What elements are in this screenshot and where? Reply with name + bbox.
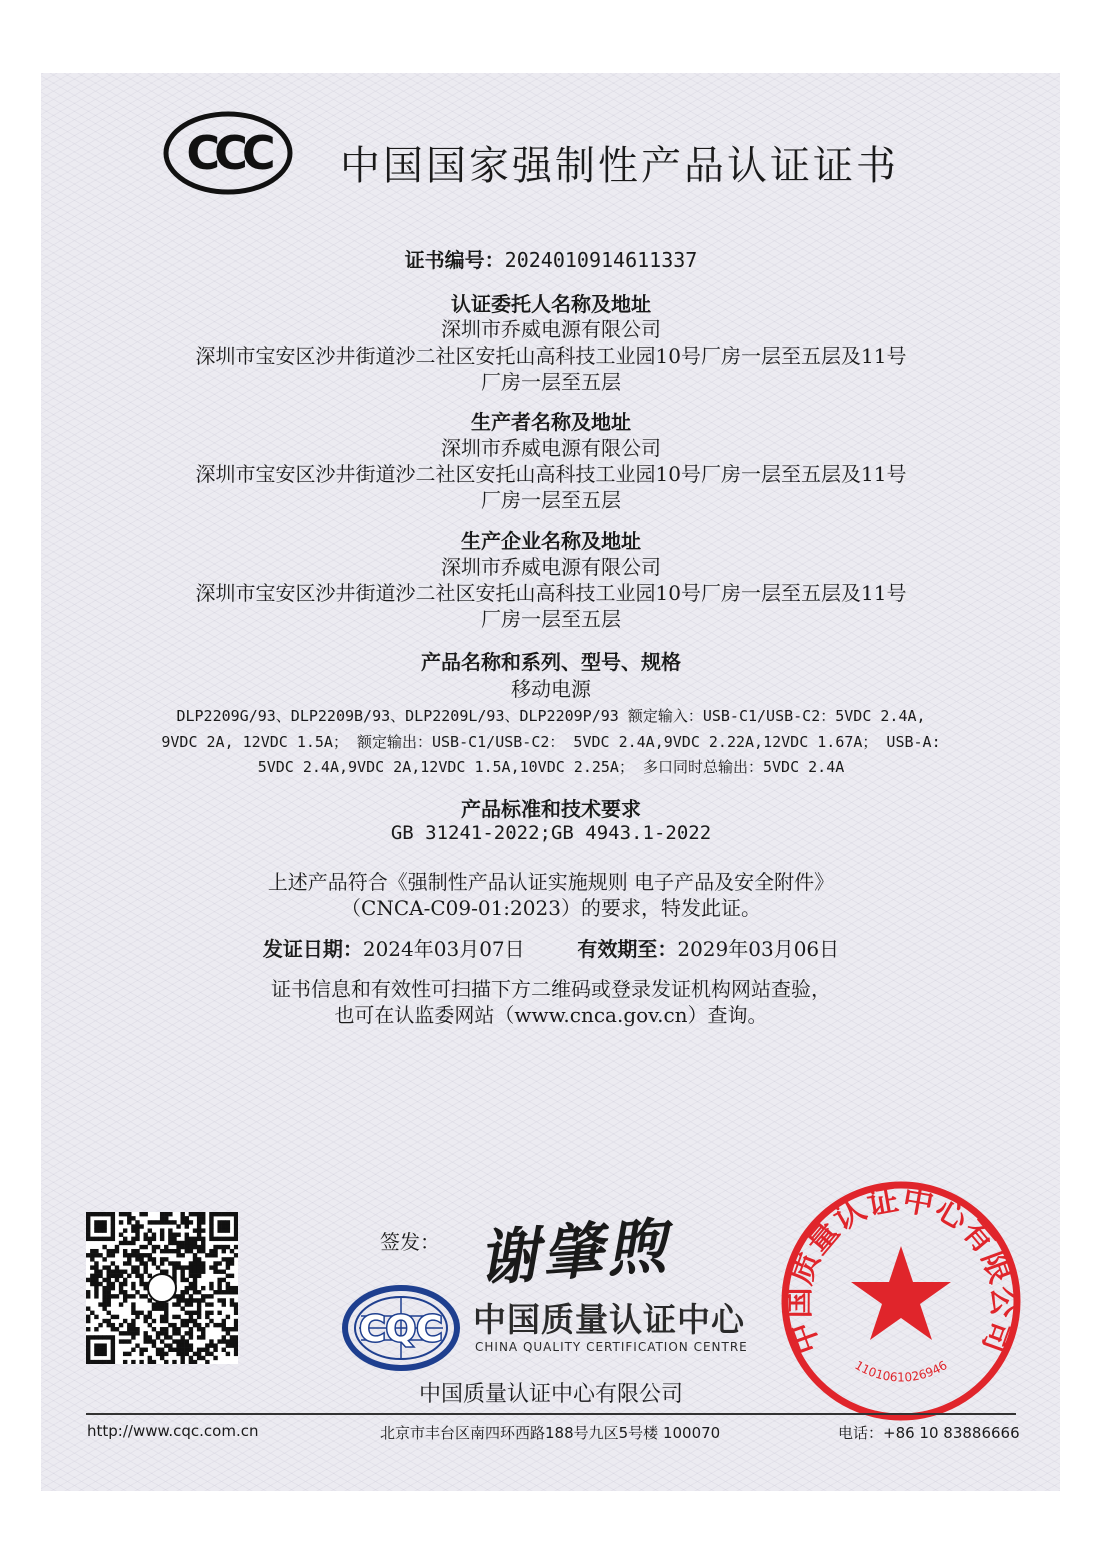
standards-heading: 产品标准和技术要求 <box>461 797 641 821</box>
qr-code[interactable] <box>86 1212 238 1364</box>
certificate-title: 中国国家强制性产品认证证书 <box>340 143 899 189</box>
valid-date-value: 2029年03月06日 <box>677 937 840 961</box>
manufacturer-address-line1: 深圳市宝安区沙井街道沙二社区安托山高科技工业园10号厂房一层至五层及11号 <box>195 462 907 486</box>
svg-text:1101061026946: 1101061026946 <box>852 1358 950 1385</box>
footer-phone: 电话：+86 10 83886666 <box>838 1424 1020 1442</box>
factory-heading: 生产企业名称及地址 <box>461 529 641 553</box>
conformity-line1: 上述产品符合《强制性产品认证实施规则 电子产品及安全附件》 <box>267 870 835 894</box>
product-spec-line2: 9VDC 2A, 12VDC 1.5A； 额定输出：USB-C1/USB-C2： 5VDC 2.4A,9VDC 2.22A,12VDC 1.67A； USB-A: <box>161 733 941 751</box>
svg-text:中国质量认证中心有限公司: 中国质量认证中心有限公司 <box>780 1181 1022 1359</box>
product-heading: 产品名称和系列、型号、规格 <box>421 650 681 674</box>
svg-text:CQC: CQC <box>359 1309 443 1350</box>
certificate-number-row <box>0 244 1102 273</box>
cqc-logo <box>341 1284 461 1372</box>
svg-text:CCC: CCC <box>186 126 270 180</box>
footer-rule <box>86 1413 1016 1415</box>
signature-name: 谢肇煦 <box>476 1211 673 1295</box>
dates-row <box>0 933 1102 962</box>
product-spec-line1: DLP2209G/93、DLP2209B/93、DLP2209L/93、DLP2209P/93 额定输入：USB-C1/USB-C2：5VDC 2.4A, <box>176 707 926 725</box>
valid-date-label: 有效期至： <box>577 937 678 961</box>
manufacturer-heading: 生产者名称及地址 <box>471 410 631 434</box>
applicant-heading: 认证委托人名称及地址 <box>451 292 651 316</box>
factory-address-line1: 深圳市宝安区沙井街道沙二社区安托山高科技工业园10号厂房一层至五层及11号 <box>195 581 907 605</box>
footer-address: 北京市丰台区南四环西路188号九区5号楼 100070 <box>380 1424 721 1442</box>
signature-label: 签发： <box>380 1230 440 1254</box>
issue-date-value: 2024年03月07日 <box>362 937 525 961</box>
manufacturer-name: 深圳市乔威电源有限公司 <box>441 436 661 460</box>
product-name: 移动电源 <box>511 677 591 701</box>
issuer-name-en: CHINA QUALITY CERTIFICATION CENTRE <box>475 1340 748 1354</box>
verify-line2: 也可在认监委网站（www.cnca.gov.cn）查询。 <box>334 1003 768 1027</box>
certificate-number: 2024010914611337 <box>504 248 698 272</box>
official-seal <box>778 1178 1024 1424</box>
issue-date-label: 发证日期： <box>262 937 363 961</box>
manufacturer-address-line2: 厂房一层至五层 <box>481 488 621 512</box>
conformity-line2: （CNCA-C09-01:2023）的要求，特发此证。 <box>341 896 761 920</box>
applicant-address-line1: 深圳市宝安区沙井街道沙二社区安托山高科技工业园10号厂房一层至五层及11号 <box>195 344 907 368</box>
factory-name: 深圳市乔威电源有限公司 <box>441 555 661 579</box>
standards-value: GB 31241-2022;GB 4943.1-2022 <box>390 822 712 844</box>
factory-address-line2: 厂房一层至五层 <box>481 607 621 631</box>
applicant-address-line2: 厂房一层至五层 <box>481 370 621 394</box>
certificate-number-label: 证书编号： <box>404 248 505 272</box>
issuer-name-cn: 中国质量认证中心 <box>473 1300 745 1339</box>
product-spec-line3: 5VDC 2.4A,9VDC 2A,12VDC 1.5A,10VDC 2.25A； 多口同时总输出：5VDC 2.4A <box>257 758 845 776</box>
ccc-logo <box>163 111 293 195</box>
footer-website[interactable]: http://www.cqc.com.cn <box>87 1422 259 1440</box>
applicant-name: 深圳市乔威电源有限公司 <box>441 317 661 341</box>
issuer-company: 中国质量认证中心有限公司 <box>418 1382 683 1407</box>
verify-line1: 证书信息和有效性可扫描下方二维码或登录发证机构网站查验， <box>271 977 831 1001</box>
